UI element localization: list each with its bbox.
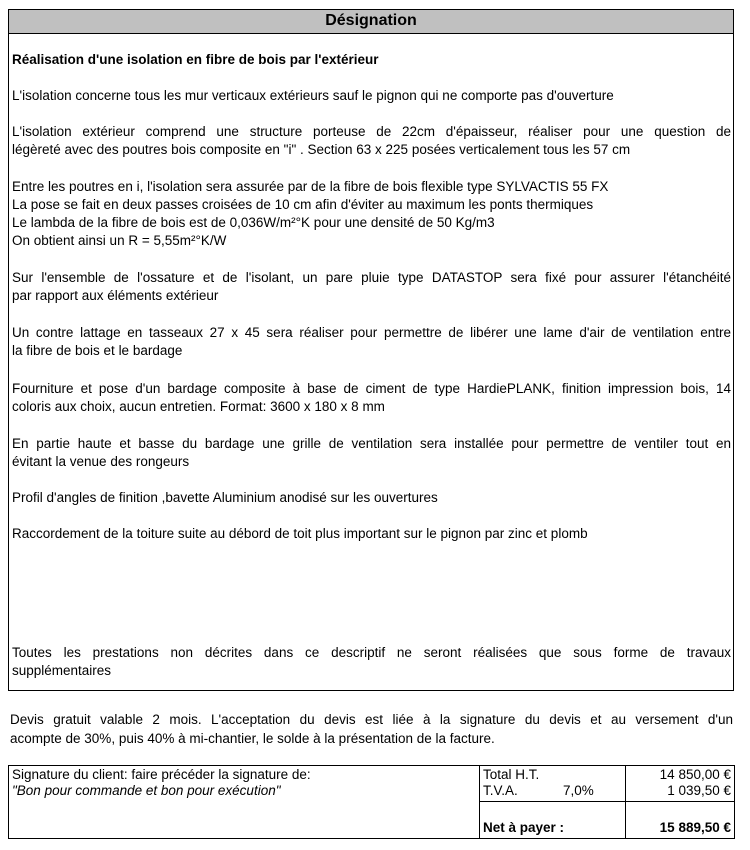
paragraph-line: L'isolation concerne tous les mur verticaux extérieurs sauf le pignon qui ne comporte pas d'ouverture <box>12 88 614 103</box>
designation-box <box>8 9 734 691</box>
row-divider <box>480 801 734 802</box>
paragraph-line: Sur l'ensemble de l'ossature et de l'isolant, un pare pluie type DATASTOP sera fixé pour assurer l'étanchéité <box>12 270 731 285</box>
signature-label: Signature du client: faire précéder la signature de: <box>12 767 311 782</box>
paragraph-line: la fibre de bois et le bardage <box>12 343 183 358</box>
signature-required-mention: "Bon pour commande et bon pour exécution" <box>12 783 281 798</box>
paragraph-structure <box>12 123 731 159</box>
paragraph-line: Toutes les prestations non décrites dans ce descriptif ne seront réalisées que sous forme de travaux <box>12 645 731 660</box>
paragraph-line: La pose se fait en deux passes croisées de 10 cm afin d'éviter au maximum les ponts thermiques <box>12 197 594 212</box>
quote-terms-note <box>10 710 733 748</box>
paragraph-roof-connection <box>12 525 731 543</box>
paragraph-scope <box>12 87 731 105</box>
tva-rate: 7,0% <box>563 783 594 798</box>
paragraph-line: Le lambda de la fibre de bois est de 0,036W/m²°K pour une densité de 50 Kg/m3 <box>12 215 495 230</box>
net-to-pay-label: Net à payer : <box>483 820 565 835</box>
tva-value: 1 039,50 € <box>667 783 731 798</box>
paragraph-line: Un contre lattage en tasseaux 27 x 45 sera réaliser pour permettre de libérer une lame d'air de ventilation entre <box>12 325 731 340</box>
net-to-pay-value: 15 889,50 € <box>659 820 731 835</box>
client-signature-box[interactable] <box>8 765 480 839</box>
paragraph-battens <box>12 324 731 360</box>
note-line: acompte de 30%, puis 40% à mi-chantier, le solde à la présentation de la facture. <box>10 731 495 746</box>
paragraph-insulation <box>12 178 731 250</box>
totals-table <box>479 765 735 839</box>
section-heading: Réalisation d'une isolation en fibre de bois par l'extérieur <box>12 52 379 67</box>
paragraph-line: Entre les poutres en i, l'isolation sera assurée par de la fibre de bois flexible type SYLVACTIS 55 FX <box>12 179 609 194</box>
paragraph-line: Raccordement de la toiture suite au débord de toit plus important sur le pignon par zinc et plomb <box>12 526 588 541</box>
paragraph-line: L'isolation extérieur comprend une structure porteuse de 22cm d'épaisseur, réaliser pour une question de <box>12 124 731 139</box>
paragraph-ventilation-grille <box>12 435 731 471</box>
paragraph-line: évitant la venue des rongeurs <box>12 454 190 469</box>
paragraph-extra-work <box>12 644 731 680</box>
total-ht-label: Total H.T. <box>483 767 540 782</box>
tva-label: T.V.A. <box>483 783 518 798</box>
paragraph-line: En partie haute et basse du bardage une grille de ventilation sera installée pour permettre de ventiler tout en <box>12 436 731 451</box>
designation-header: Désignation <box>9 10 733 34</box>
paragraph-line: supplémentaires <box>12 663 112 678</box>
paragraph-line: On obtient ainsi un R = 5,55m²°K/W <box>12 233 227 248</box>
note-line: Devis gratuit valable 2 mois. L'acceptation du devis est liée à la signature du devis et au versement d'un <box>10 712 733 727</box>
paragraph-line: coloris aux choix, aucun entretien. Format: 3600 x 180 x 8 mm <box>12 399 385 414</box>
paragraph-line: Fourniture et pose d'un bardage composite à base de ciment de type HardiePLANK, finition impression bois, 14 <box>12 381 731 396</box>
paragraph-finishing-profiles <box>12 489 731 507</box>
paragraph-rain-barrier <box>12 269 731 305</box>
paragraph-line: légèreté avec des poutres bois composite en "i" . Section 63 x 225 posées verticalement tous les 57 cm <box>12 142 631 157</box>
paragraph-line: Profil d'angles de finition ,bavette Aluminium anodisé sur les ouvertures <box>12 490 438 505</box>
column-divider <box>625 766 626 838</box>
paragraph-cladding <box>12 380 731 416</box>
paragraph-line: par rapport aux éléments extérieur <box>12 288 219 303</box>
total-ht-value: 14 850,00 € <box>659 767 731 782</box>
